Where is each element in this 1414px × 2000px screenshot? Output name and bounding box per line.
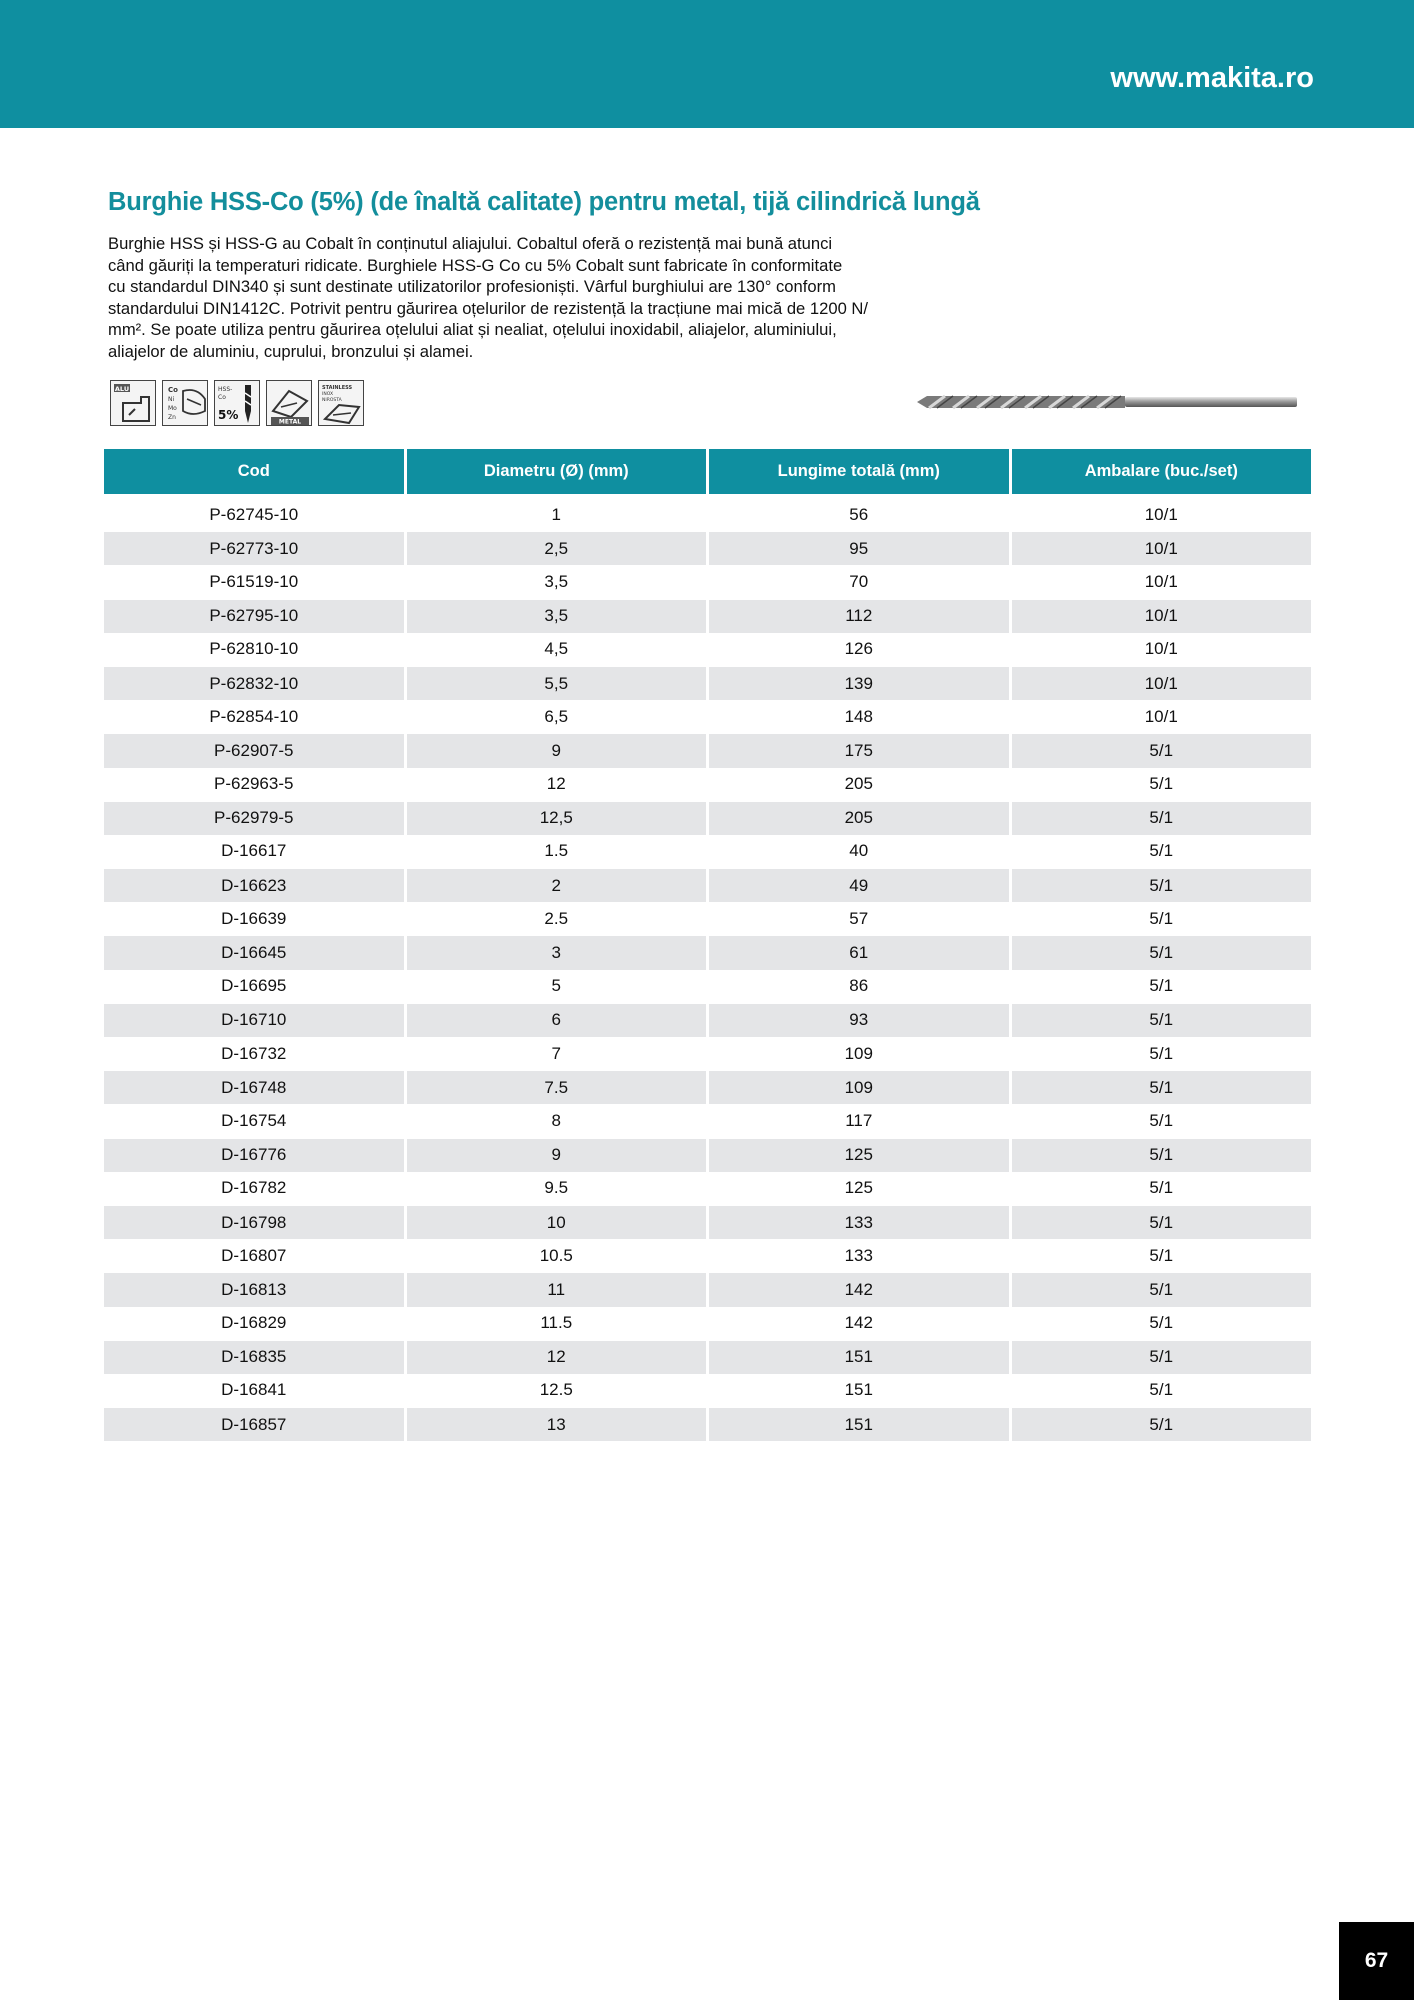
cell-length: 109 bbox=[709, 1037, 1012, 1070]
cell-length: 142 bbox=[709, 1307, 1012, 1340]
table-row bbox=[104, 565, 1311, 598]
description-line: standardului DIN1412C. Potrivit pentru găurirea oțelurilor de rezistență la tracțiune mai mică de 1200 N/ bbox=[108, 298, 869, 318]
cell-length: 40 bbox=[709, 835, 1012, 868]
cell-packaging: 5/1 bbox=[1012, 1273, 1312, 1306]
table-row bbox=[104, 1239, 1311, 1272]
cell-diameter: 1 bbox=[407, 498, 710, 531]
cell-diameter: 9 bbox=[407, 1139, 710, 1172]
cell-code: D-16617 bbox=[104, 835, 407, 868]
cell-code: P-62795-10 bbox=[104, 600, 407, 633]
cell-length: 86 bbox=[709, 970, 1012, 1003]
svg-text:STAINLESS: STAINLESS bbox=[322, 385, 353, 391]
description-line: Burghie HSS și HSS-G au Cobalt în conținutul aliajului. Cobaltul oferă o rezistență mai bună atunci bbox=[108, 234, 833, 253]
table-header bbox=[104, 449, 1311, 494]
cell-diameter: 8 bbox=[407, 1104, 710, 1137]
table-row bbox=[104, 1272, 1311, 1306]
cell-code: D-16776 bbox=[104, 1139, 407, 1172]
table-row bbox=[104, 1407, 1311, 1441]
cell-packaging: 5/1 bbox=[1012, 1004, 1312, 1037]
cell-packaging: 10/1 bbox=[1144, 504, 1178, 524]
cell-length: 139 bbox=[709, 667, 1012, 700]
cell-packaging: 5/1 bbox=[1149, 1313, 1174, 1333]
cell-packaging: 10/1 bbox=[1144, 706, 1178, 726]
table-row bbox=[104, 599, 1311, 633]
cell-packaging: 5/1 bbox=[1012, 1139, 1312, 1172]
cell-length: 142 bbox=[709, 1273, 1012, 1306]
cell-diameter: 12,5 bbox=[407, 802, 710, 835]
cell-packaging: 10/1 bbox=[1012, 667, 1312, 700]
cell-diameter: 11 bbox=[407, 1273, 710, 1306]
cell-code: P-62745-10 bbox=[104, 498, 407, 531]
cell-code: D-16623 bbox=[104, 869, 407, 902]
table-row bbox=[104, 902, 1311, 935]
cell-packaging: 10/1 bbox=[1012, 600, 1312, 633]
cell-diameter: 2 bbox=[407, 869, 710, 902]
cell-code: P-62979-5 bbox=[104, 802, 407, 835]
alu-icon bbox=[110, 380, 156, 426]
cell-code: D-16782 bbox=[104, 1172, 407, 1205]
cell-length: 125 bbox=[709, 1139, 1012, 1172]
cell-packaging: 5/1 bbox=[1149, 976, 1174, 996]
svg-text:Zn: Zn bbox=[168, 414, 176, 421]
table-row bbox=[104, 1205, 1311, 1239]
cell-code: P-62832-10 bbox=[104, 667, 407, 700]
cell-packaging: 5/1 bbox=[1149, 774, 1174, 794]
cell-diameter: 10 bbox=[407, 1206, 710, 1239]
description-line: aliajelor de aluminiu, cuprului, bronzului și alamei. bbox=[108, 341, 474, 361]
table-row bbox=[104, 835, 1311, 868]
table-row bbox=[104, 531, 1311, 565]
cell-length: 126 bbox=[709, 633, 1012, 666]
description-line: când găuriți la temperaturi ridicate. Burghiele HSS-G Co cu 5% Cobalt sunt fabricate în conformitate bbox=[108, 255, 843, 275]
cell-code: D-16841 bbox=[104, 1374, 407, 1407]
cell-diameter: 2,5 bbox=[407, 532, 710, 565]
cell-packaging: 5/1 bbox=[1149, 841, 1174, 861]
table-row bbox=[104, 1138, 1311, 1172]
cell-packaging: 5/1 bbox=[1149, 1110, 1174, 1130]
cell-length: 125 bbox=[709, 1172, 1012, 1205]
cell-code: D-16732 bbox=[104, 1037, 407, 1070]
table-row bbox=[104, 1037, 1311, 1070]
svg-text:Co: Co bbox=[218, 394, 226, 401]
table-row bbox=[104, 1307, 1311, 1340]
cell-packaging: 5/1 bbox=[1149, 1178, 1174, 1198]
svg-text:INOX: INOX bbox=[322, 392, 334, 397]
table-row bbox=[104, 1340, 1311, 1374]
svg-text:ALU: ALU bbox=[114, 385, 130, 393]
column-header-diameter: Diametru (Ø) (mm) bbox=[407, 449, 710, 494]
page-title: Burghie HSS-Co (5%) (de înaltă calitate) pentru metal, tijă cilindrică lungă bbox=[108, 188, 980, 216]
cell-code: D-16857 bbox=[104, 1408, 407, 1441]
hss-co-5-icon bbox=[214, 380, 260, 426]
column-header-length: Lungime totală (mm) bbox=[709, 449, 1012, 494]
cell-code: D-16798 bbox=[104, 1206, 407, 1239]
cell-packaging: 5/1 bbox=[1149, 908, 1174, 928]
table-row bbox=[104, 935, 1311, 969]
cell-length: 205 bbox=[709, 802, 1012, 835]
cell-packaging: 10/1 bbox=[1012, 532, 1312, 565]
table-row bbox=[104, 1104, 1311, 1137]
svg-text:Co: Co bbox=[168, 386, 178, 394]
drill-bit-image bbox=[915, 388, 1301, 416]
table-row bbox=[104, 868, 1311, 902]
svg-text:5%: 5% bbox=[218, 408, 239, 422]
cell-code: P-62810-10 bbox=[104, 633, 407, 666]
svg-text:NIROSTA: NIROSTA bbox=[322, 398, 342, 403]
cell-code: D-16695 bbox=[104, 970, 407, 1003]
feature-icons bbox=[110, 380, 364, 428]
cell-diameter: 6 bbox=[407, 1004, 710, 1037]
cell-diameter: 12 bbox=[407, 1341, 710, 1374]
cell-length: 57 bbox=[709, 902, 1012, 935]
svg-text:HSS-: HSS- bbox=[218, 386, 233, 393]
cell-length: 148 bbox=[709, 700, 1012, 733]
cell-code: D-16813 bbox=[104, 1273, 407, 1306]
cell-packaging: 5/1 bbox=[1149, 1245, 1174, 1265]
cell-diameter: 12 bbox=[407, 768, 710, 801]
cell-diameter: 7 bbox=[407, 1037, 710, 1070]
table-row bbox=[104, 801, 1311, 835]
cell-length: 95 bbox=[709, 532, 1012, 565]
cell-length: 56 bbox=[709, 498, 1012, 531]
cell-code: D-16807 bbox=[104, 1239, 407, 1272]
table-row bbox=[104, 1003, 1311, 1037]
table-row bbox=[104, 970, 1311, 1003]
cell-packaging: 5/1 bbox=[1012, 1341, 1312, 1374]
table-row bbox=[104, 633, 1311, 666]
cell-diameter: 3 bbox=[407, 936, 710, 969]
cell-diameter: 3,5 bbox=[407, 600, 710, 633]
table-row bbox=[104, 1172, 1311, 1205]
cell-diameter: 5,5 bbox=[407, 667, 710, 700]
cell-diameter: 13 bbox=[407, 1408, 710, 1441]
table-row bbox=[104, 498, 1311, 531]
table-row bbox=[104, 733, 1311, 767]
cell-length: 70 bbox=[709, 565, 1012, 598]
cobalt-alloy-icon bbox=[162, 380, 208, 426]
cell-code: P-62907-5 bbox=[104, 734, 407, 767]
cell-code: D-16754 bbox=[104, 1104, 407, 1137]
cell-code: D-16835 bbox=[104, 1341, 407, 1374]
cell-length: 175 bbox=[709, 734, 1012, 767]
cell-packaging: 5/1 bbox=[1149, 1380, 1174, 1400]
cell-length: 151 bbox=[709, 1374, 1012, 1407]
description-line: mm². Se poate utiliza pentru găurirea oțelului aliat și nealiat, oțelului inoxidabil, aliajelor, aluminiului, bbox=[108, 320, 837, 340]
product-table bbox=[104, 449, 1311, 1441]
cell-packaging: 5/1 bbox=[1012, 802, 1312, 835]
cell-length: 112 bbox=[709, 600, 1012, 633]
cell-packaging: 5/1 bbox=[1149, 1043, 1174, 1063]
column-header-code: Cod bbox=[104, 449, 407, 494]
cell-diameter: 5 bbox=[407, 970, 710, 1003]
svg-text:Ni: Ni bbox=[168, 396, 175, 403]
cell-packaging: 10/1 bbox=[1144, 639, 1178, 659]
cell-diameter: 6,5 bbox=[407, 700, 710, 733]
table-row bbox=[104, 1070, 1311, 1104]
svg-text:METAL: METAL bbox=[278, 418, 302, 426]
cell-packaging: 5/1 bbox=[1012, 869, 1312, 902]
cell-code: D-16829 bbox=[104, 1307, 407, 1340]
svg-text:Mo: Mo bbox=[168, 405, 177, 412]
website-link[interactable]: www.makita.ro bbox=[1110, 62, 1314, 94]
cell-diameter: 3,5 bbox=[407, 565, 710, 598]
table-body bbox=[104, 498, 1311, 1441]
page-number: 67 bbox=[1339, 1922, 1414, 2000]
cell-code: P-62773-10 bbox=[104, 532, 407, 565]
table-row bbox=[104, 1374, 1311, 1407]
cell-code: P-62963-5 bbox=[104, 768, 407, 801]
cell-code: D-16639 bbox=[104, 902, 407, 935]
cell-length: 49 bbox=[709, 869, 1012, 902]
product-description bbox=[108, 233, 948, 363]
cell-diameter: 4,5 bbox=[407, 633, 710, 666]
cell-diameter: 9.5 bbox=[407, 1172, 710, 1205]
cell-packaging: 5/1 bbox=[1012, 936, 1312, 969]
cell-length: 117 bbox=[709, 1104, 1012, 1137]
cell-length: 133 bbox=[709, 1239, 1012, 1272]
cell-length: 151 bbox=[709, 1341, 1012, 1374]
cell-length: 205 bbox=[709, 768, 1012, 801]
metal-icon bbox=[266, 380, 312, 426]
cell-packaging: 5/1 bbox=[1012, 1408, 1312, 1441]
cell-diameter: 1.5 bbox=[407, 835, 710, 868]
cell-diameter: 12.5 bbox=[407, 1374, 710, 1407]
table-row bbox=[104, 768, 1311, 801]
cell-diameter: 2.5 bbox=[407, 902, 710, 935]
cell-length: 151 bbox=[709, 1408, 1012, 1441]
description-line: cu standardul DIN340 și sunt destinate utilizatorilor profesioniști. Vârful burghiului are 130° conform bbox=[108, 277, 836, 297]
cell-packaging: 5/1 bbox=[1012, 1206, 1312, 1239]
cell-diameter: 7.5 bbox=[407, 1071, 710, 1104]
cell-diameter: 9 bbox=[407, 734, 710, 767]
cell-code: D-16645 bbox=[104, 936, 407, 969]
cell-length: 61 bbox=[709, 936, 1012, 969]
cell-packaging: 5/1 bbox=[1012, 734, 1312, 767]
cell-diameter: 11.5 bbox=[407, 1307, 710, 1340]
cell-code: D-16710 bbox=[104, 1004, 407, 1037]
cell-code: P-61519-10 bbox=[104, 565, 407, 598]
table-row bbox=[104, 666, 1311, 700]
cell-packaging: 10/1 bbox=[1144, 571, 1178, 591]
stainless-steel-icon bbox=[318, 380, 364, 426]
top-banner bbox=[0, 0, 1414, 128]
cell-length: 133 bbox=[709, 1206, 1012, 1239]
cell-diameter: 10.5 bbox=[407, 1239, 710, 1272]
cell-packaging: 5/1 bbox=[1012, 1071, 1312, 1104]
cell-length: 109 bbox=[709, 1071, 1012, 1104]
cell-code: D-16748 bbox=[104, 1071, 407, 1104]
cell-code: P-62854-10 bbox=[104, 700, 407, 733]
column-header-packaging: Ambalare (buc./set) bbox=[1012, 449, 1312, 494]
table-row bbox=[104, 700, 1311, 733]
cell-length: 93 bbox=[709, 1004, 1012, 1037]
